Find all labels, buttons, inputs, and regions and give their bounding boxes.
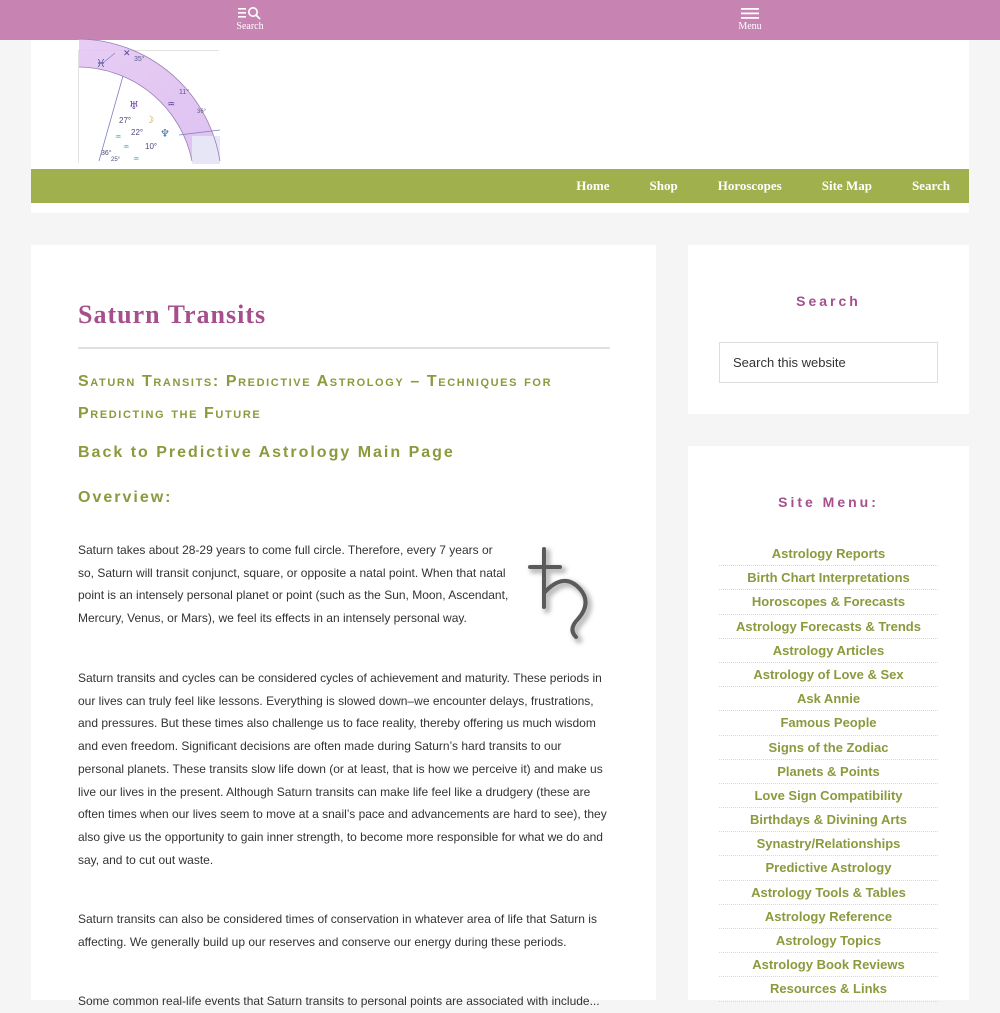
nav-item-site-map[interactable]: Site Map xyxy=(821,178,872,193)
top-search-button[interactable] xyxy=(230,6,270,36)
site-menu-item[interactable]: Astrology Reports xyxy=(719,542,938,566)
primary-nav xyxy=(31,169,969,203)
logo-degree: 25° xyxy=(111,157,121,163)
back-to-predictive-link[interactable]: Back to Predictive Astrology Main Page xyxy=(78,444,455,461)
nav-item-horoscopes[interactable]: Horoscopes xyxy=(717,178,782,193)
site-menu-item[interactable]: Resources & Links xyxy=(719,977,938,1001)
title-divider xyxy=(78,347,610,349)
site-menu-item[interactable]: Planets & Points xyxy=(719,760,938,784)
site-menu-item[interactable]: Astrology Topics xyxy=(719,929,938,953)
site-menu-item[interactable]: Ask Annie xyxy=(719,687,938,711)
site-menu-item[interactable]: Astrology Reference xyxy=(719,905,938,929)
site-menu-item[interactable]: Birth Chart Interpretations xyxy=(719,566,938,590)
hamburger-menu-icon xyxy=(739,6,761,20)
nav-item-home[interactable]: Home xyxy=(576,178,610,193)
logo-degree: 36° xyxy=(101,150,112,157)
site-menu-item[interactable]: Famous People xyxy=(719,711,938,735)
svg-text:☽: ☽ xyxy=(145,115,154,126)
paragraph: Saturn takes about 28-29 years to come full circle. Therefore, every 7 years or so, Saturn will transit conjunct, square, or opposite a natal point. When that natal point is an intensely personal planet or point (such as the Sun, Moon, Ascendant, Mercury, Venus, or Mars), we feel its effects in an intensely personal way. xyxy=(78,543,509,626)
site-menu-item[interactable]: Astrology of Love & Sex xyxy=(719,663,938,687)
search-input[interactable] xyxy=(719,342,938,383)
logo-degree: 10° xyxy=(145,142,158,151)
logo-degree: 35° xyxy=(134,56,145,63)
search-icon xyxy=(237,6,263,20)
svg-text:♒: ♒ xyxy=(167,100,176,110)
svg-text:✕: ✕ xyxy=(123,49,131,59)
site-menu-item[interactable]: Astrology Articles xyxy=(719,639,938,663)
site-logo[interactable] xyxy=(78,50,219,163)
svg-text:♆: ♆ xyxy=(160,127,170,140)
logo-degree: 36° xyxy=(197,109,207,115)
site-menu-item[interactable]: Astrology Forecasts & Trends xyxy=(719,615,938,639)
logo-degree: 22° xyxy=(131,128,144,137)
top-menu-label: Menu xyxy=(738,21,762,32)
sidebar-site-menu-widget xyxy=(688,446,969,1000)
logo-degree: 11° xyxy=(179,89,190,96)
paragraph: Some common real-life events that Saturn transits to personal points are associated with include... xyxy=(78,994,600,1008)
svg-text:♓: ♓ xyxy=(96,57,106,70)
top-search-label: Search xyxy=(236,21,264,32)
logo-degree: 27° xyxy=(119,116,132,125)
nav-item-shop[interactable]: Shop xyxy=(649,178,678,193)
svg-text:♒: ♒ xyxy=(123,143,130,151)
nav-item-search[interactable]: Search xyxy=(911,178,950,193)
site-menu-title: Site Menu: xyxy=(778,494,879,510)
site-header xyxy=(31,40,969,213)
paragraph: Saturn transits can also be considered times of conservation in whatever area of life that Saturn is affecting. We generally build up our reserves and conserve our energy during these periods. xyxy=(78,912,597,949)
site-menu-item[interactable]: Synastry/Relationships xyxy=(719,832,938,856)
site-menu-item[interactable]: Birthdays & Divining Arts xyxy=(719,808,938,832)
top-menu-button[interactable] xyxy=(730,6,770,36)
site-menu-item[interactable]: Predictive Astrology xyxy=(719,856,938,880)
search-widget-title: Search xyxy=(796,293,861,309)
main-content xyxy=(31,245,656,1008)
zodiac-wheel-logo-icon xyxy=(79,51,220,164)
svg-text:♒: ♒ xyxy=(133,155,140,163)
svg-text:♅: ♅ xyxy=(129,99,139,112)
site-menu-item[interactable]: Signs of the Zodiac xyxy=(719,736,938,760)
article-subtitle: Saturn Transits: Predictive Astrology – Techniques for Predicting the Future xyxy=(78,373,553,422)
svg-text:♒: ♒ xyxy=(115,133,122,141)
page-title: Saturn Transits xyxy=(78,300,267,329)
overview-heading: Overview: xyxy=(78,489,173,506)
site-menu-item[interactable]: Horoscopes & Forecasts xyxy=(719,590,938,614)
saturn-glyph-icon xyxy=(520,541,608,646)
paragraph: Saturn transits and cycles can be considered cycles of achievement and maturity. These periods in our lives can truly feel like lessons. Everything is slowed down–we encounter delays, frustrations, and pressures. But these times also challenge us to face reality, thereby offering us much wisdom and even freedom. Significant decisions are often made during Saturn’s hard transits to our personal planets. These transits slow life down (or at least, that is how we perceive it) and make us live our lives in the present. Although Saturn transits can make life feel like a drudgery (these are often times when our lives seem to move at a snail’s pace and advancements are hard to see), they also give us the opportunity to gain inner strength, to become more responsible for what we do and say, and to cut out waste. xyxy=(78,671,607,867)
site-menu-item[interactable]: Astrology Book Reviews xyxy=(719,953,938,977)
site-menu-item[interactable]: Love Sign Compatibility xyxy=(719,784,938,808)
site-menu-list xyxy=(719,542,938,1002)
top-bar xyxy=(0,0,1000,40)
saturn-symbol-image xyxy=(520,541,608,646)
site-menu-item[interactable]: Astrology Tools & Tables xyxy=(719,881,938,905)
sidebar-search-widget xyxy=(688,245,969,414)
